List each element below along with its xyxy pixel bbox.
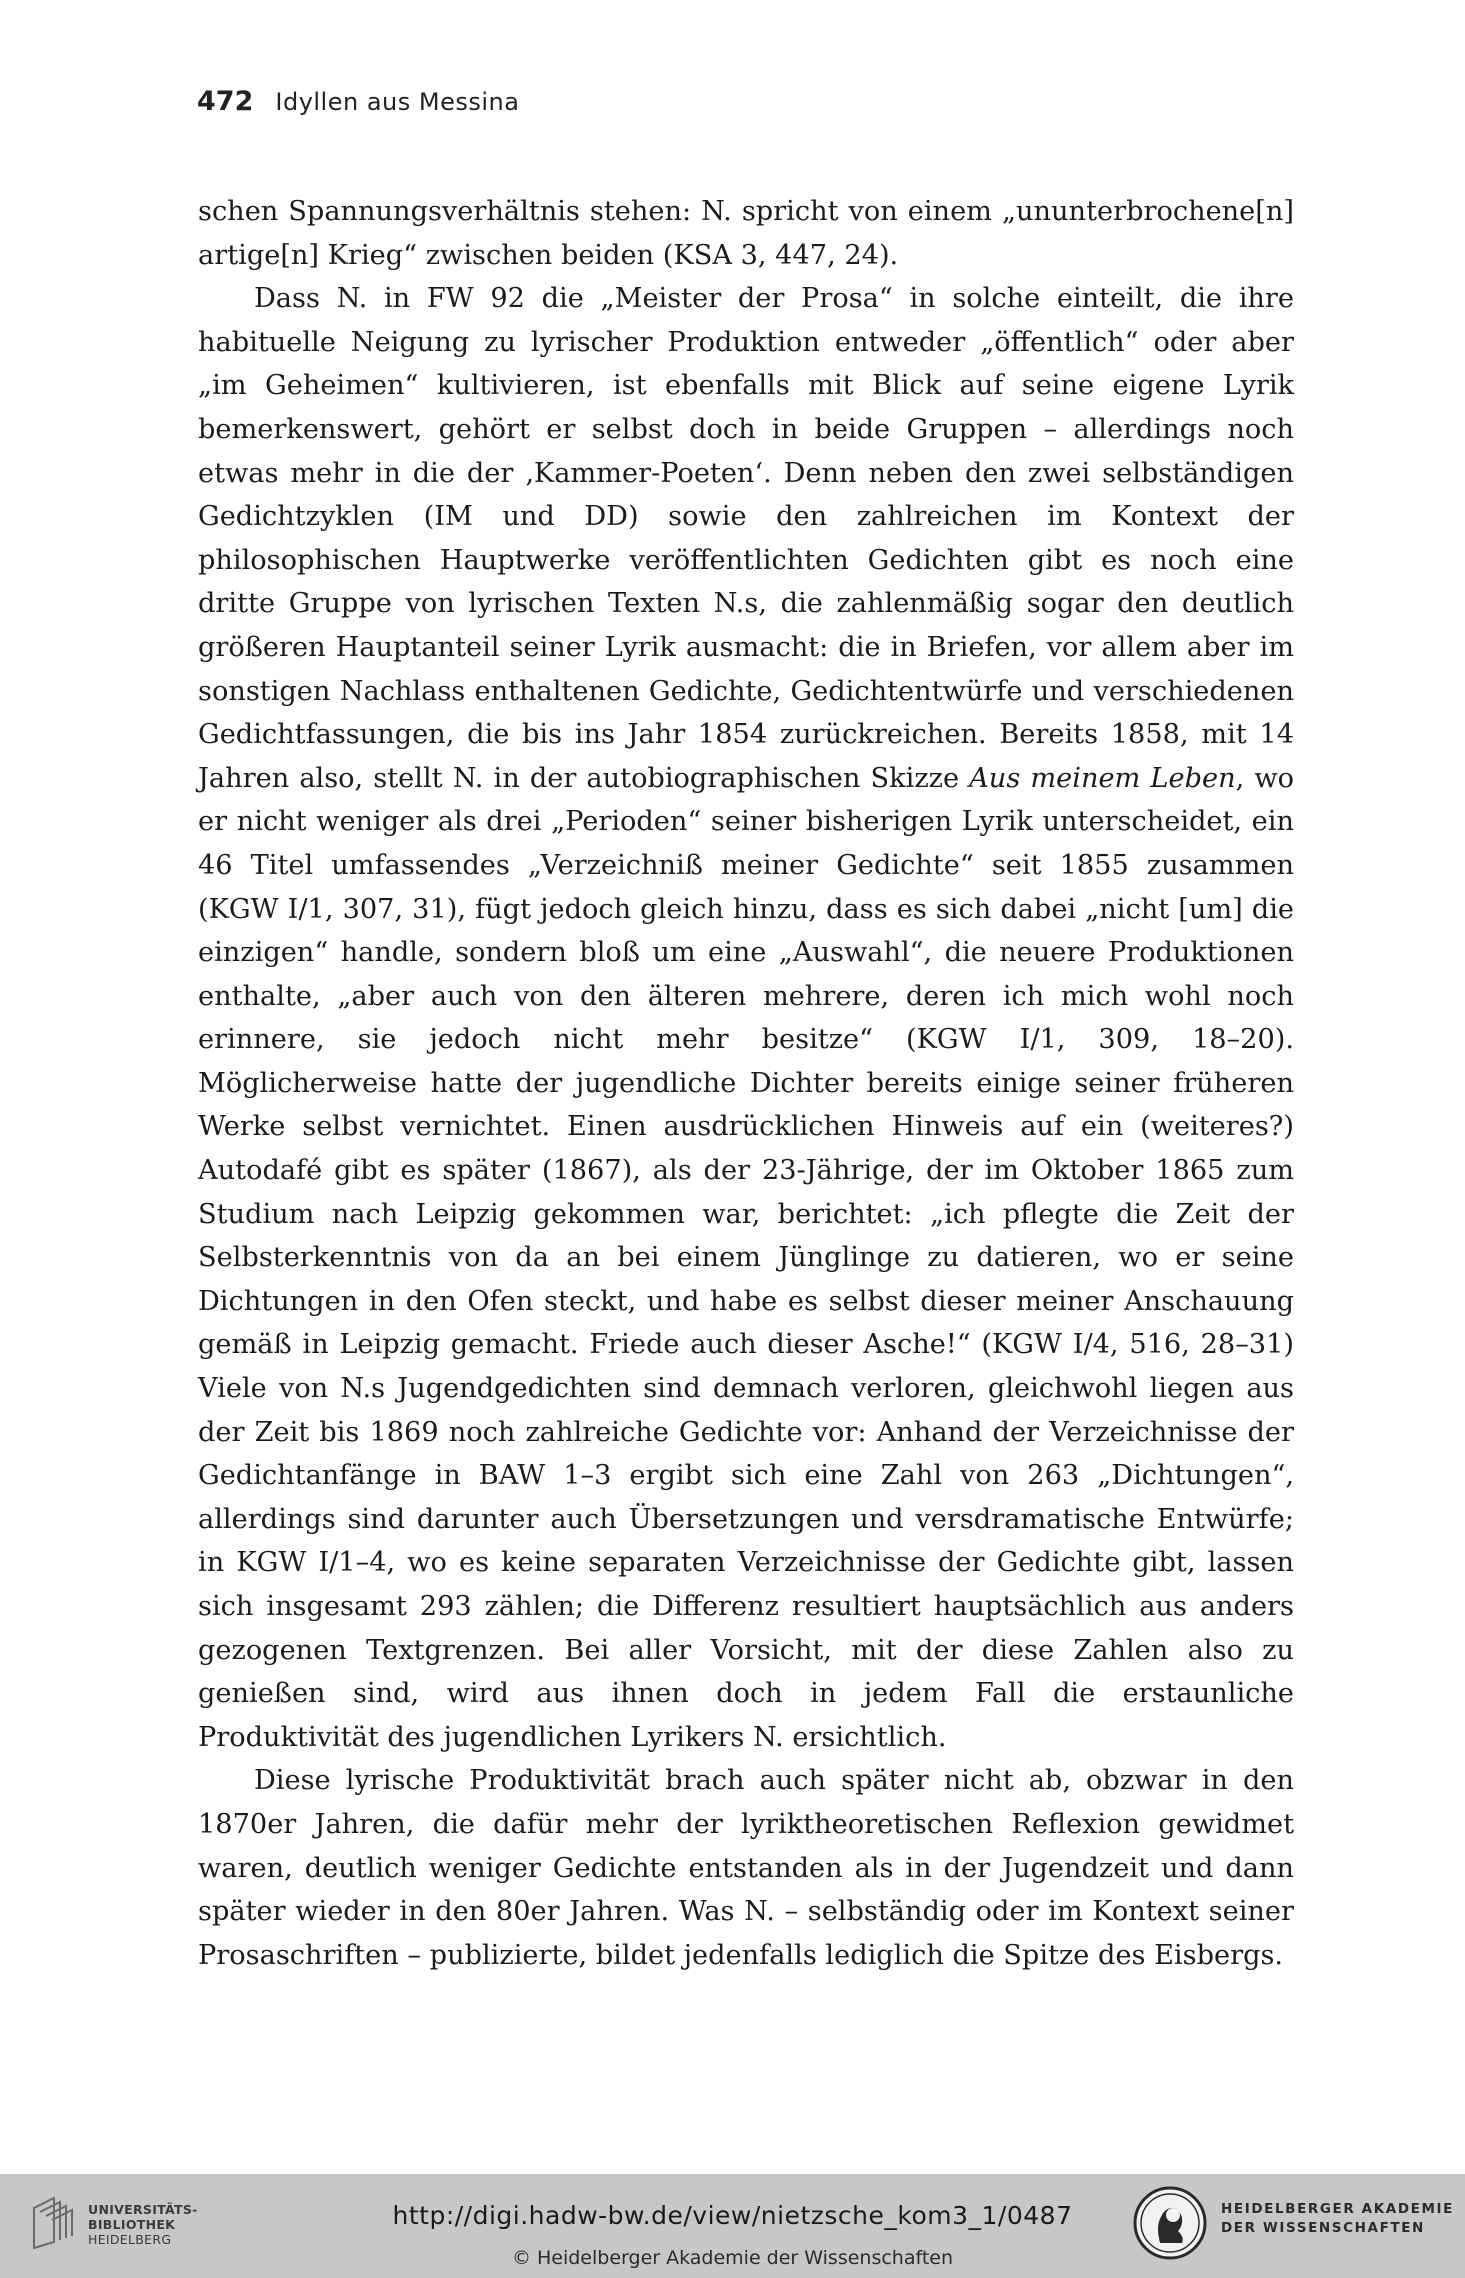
- italic-work-title: Aus meinem Leben: [969, 762, 1236, 794]
- main-text: [198, 190, 1294, 1977]
- academy-name-line-2: DER WISSENSCHAFTEN: [1221, 2220, 1425, 2236]
- paragraph-2-text: Dass N. in FW 92 die „Meister der Prosa“ in solche einteilt, die ihre habituelle Neigung zu lyrischer Produktion entweder „öffentlich“ oder aber „im Geheimen“ kultivieren, ist ebenfalls mit Blick auf seine eigene Lyrik bemerkenswert, gehört er selbst doch in beide Gruppen – allerdings noch etwas mehr in die der ‚Kammer-Poeten‘. Denn neben den zwei selbständigen Gedichtzyklen (IM und DD) sowie den zahlreichen im Kontext der philosophischen Hauptwerke veröffentlichten Gedichten gibt es noch eine dritte Gruppe von lyrischen Texten N.s, die zahlenmäßig sogar den deutlich größeren Hauptanteil seiner Lyrik ausmacht: die in Briefen, vor allem aber im sonstigen Nachlass enthaltenen Gedichte, Gedichtentwürfe und verschiedenen Gedichtfassungen, die bis ins Jahr 1854 zurückreichen. Bereits 1858, mit 14 Jahren also, stellt N. in der autobiographischen Skizze: [198, 283, 1294, 794]
- paragraph-2-tail: , wo er nicht weniger als drei: [198, 762, 1294, 838]
- paragraph-1: schen Spannungsverhältnis stehen: N. spricht von einem „ununterbrochene[n] artige[n] Krieg“ zwischen beiden (KSA 3, 447, 24).: [198, 196, 1294, 271]
- academy-name-line-1: HEIDELBERGER AKADEMIE: [1221, 2201, 1454, 2217]
- copyright-notice: © Heidelberger Akademie der Wissenschaften: [511, 2247, 954, 2269]
- library-name-line-1: UNIVERSITÄTS-: [88, 2202, 198, 2217]
- running-title: Idyllen aus Messina: [275, 88, 520, 116]
- paragraph-3: Diese lyrische Produktivität brach auch später nicht ab, obzwar in den 1870er Jahren, die dafür mehr der lyriktheoretischen Reflexion gewidmet waren, deutlich weniger Gedichte entstanden als in der Jugendzeit und dann später wieder in den 80er Jahren. Was N. – selbständig oder im Kontext seiner Prosaschriften – publizierte, bildet jedenfalls lediglich die Spitze des Eisbergs.: [198, 1765, 1294, 1971]
- library-name-line-3: HEIDELBERG: [88, 2232, 172, 2247]
- library-name-line-2: BIBLIOTHEK: [88, 2217, 176, 2232]
- academy-seal-icon: [1132, 2185, 1208, 2261]
- academy-name: [1221, 2200, 1454, 2238]
- page-number: 472: [197, 86, 254, 117]
- paragraph-2: [198, 277, 1294, 1759]
- paragraph-2-continued: „Perioden“ seiner bisherigen Lyrik unterscheidet, ein 46 Titel umfassendes „Verzeichniß meiner Gedichte“ seit 1855 zusammen (KGW I/1, 307, 31), fügt jedoch gleich hinzu, dass es sich dabei „nicht [um] die einzigen“ handle, sondern bloß um eine „Auswahl“, die neuere Produktionen enthalte, „aber auch von den älteren mehrere, deren ich mich wohl noch erinnere, sie jedoch nicht mehr besitze“ (KGW I/1, 309, 18–20). Möglicherweise hatte der jugendliche Dichter bereits einige seiner früheren Werke selbst vernichtet. Einen ausdrücklichen Hinweis auf ein (weiteres?) Autodafé gibt es später (1867), als der 23-Jährige, der im Oktober 1865 zum Studium nach Leipzig gekommen war, berichtet: „ich pflegte die Zeit der Selbsterkenntnis von da an bei einem Jünglinge zu datieren, wo er seine Dichtungen in den Ofen steckt, und habe es selbst dieser meiner Anschauung gemäß in Leipzig gemacht. Friede auch dieser Asche!“ (KGW I/4, 516, 28–31) Viele von N.s Jugendgedichten sind demnach verloren, gleichwohl liegen aus der Zeit bis 1869 noch zahlreiche Gedichte vor: Anhand der Verzeichnisse der Gedichtanfänge in BAW 1–3 ergibt sich eine Zahl von 263 „Dichtungen“, allerdings sind darunter auch Übersetzungen und versdramatische Entwürfe; in KGW I/1–4, wo es keine separaten Verzeichnisse der Gedichte gibt, lassen sich insgesamt 293 zählen; die Differenz resultiert hauptsächlich aus anders gezogenen Textgrenzen. Bei aller Vorsicht, mit der diese Zahlen also zu genießen sind, wird aus ihnen doch in jedem Fall die erstaunliche Produktivität des jugendlichen Lyrikers N. ersichtlich.: [198, 806, 1294, 1753]
- page-header: [197, 86, 519, 117]
- permalink-url[interactable]: http://digi.hadw-bw.de/view/nietzsche_kom3_1/0487: [392, 2201, 1073, 2230]
